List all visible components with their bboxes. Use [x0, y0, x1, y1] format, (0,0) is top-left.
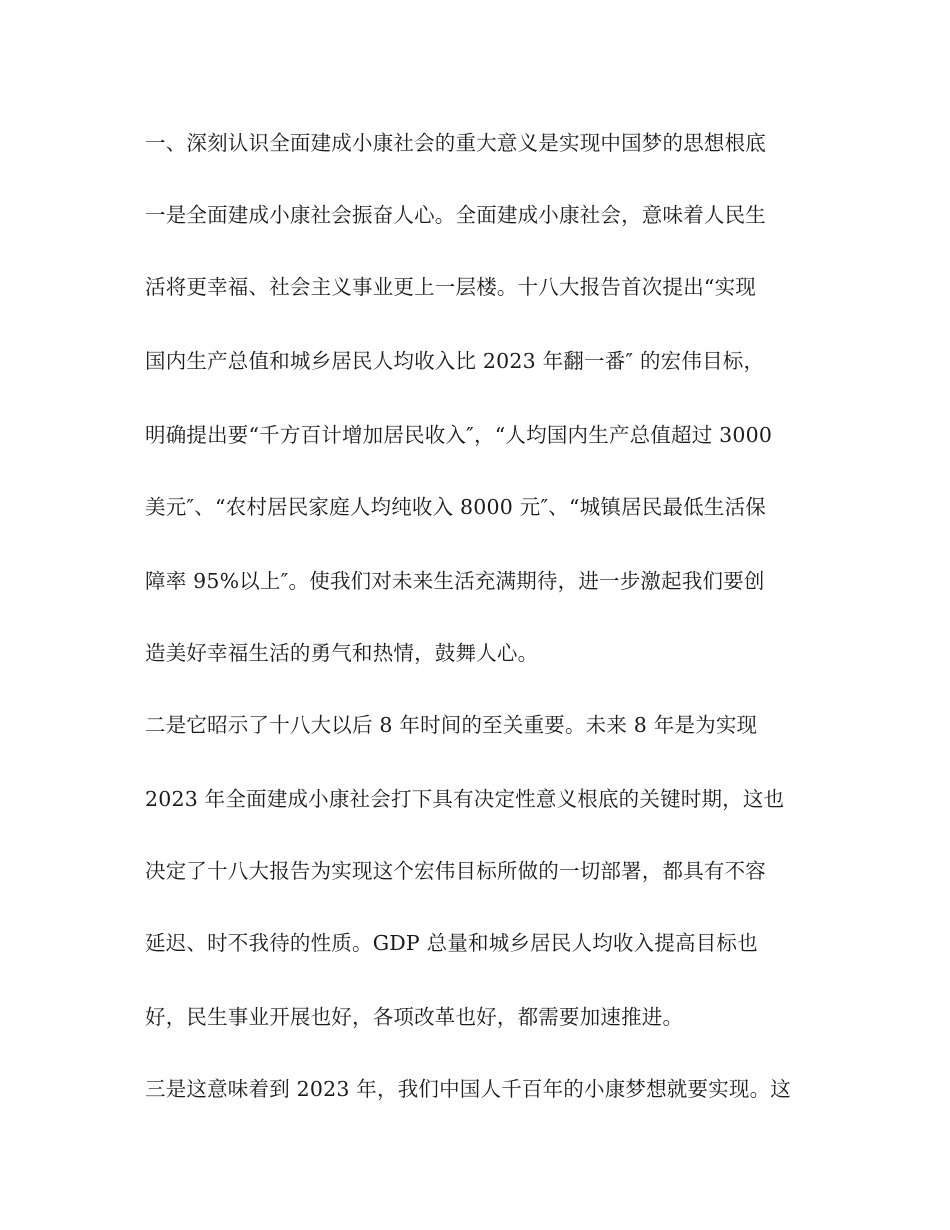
text-line: 三是这意味着到 2023 年，我们中国人千百年的小康梦想就要实现。这: [145, 1077, 792, 1101]
text-line: 决定了十八大报告为实现这个宏伟目标所做的一切部署，都具有不容: [145, 859, 766, 883]
text-line: 国内生产总值和城乡居民人均收入比 2023 年翻一番″ 的宏伟目标，: [145, 349, 765, 373]
text-line: 障率 95%以上″。使我们对未来生活充满期待，进一步激起我们要创: [145, 569, 765, 593]
text-line: 美元″、“农村居民家庭人均纯收入 8000 元″、“城镇居民最低生活保: [145, 495, 766, 519]
text-line: 一是全面建成小康社会振奋人心。全面建成小康社会，意味着人民生: [145, 203, 766, 227]
text-line: 明确提出要“千方百计增加居民收入″，“人均国内生产总值超过 3000: [145, 423, 773, 447]
text-line: 好，民生事业开展也好，各项改革也好，都需要加速推进。: [145, 1005, 684, 1029]
text-line: 2023 年全面建成小康社会打下具有决定性意义根底的关键时期，这也: [145, 787, 785, 811]
text-line: 延迟、时不我待的性质。GDP 总量和城乡居民人均收入提高目标也: [145, 931, 758, 955]
text-line: 造美好幸福生活的勇气和热情，鼓舞人心。: [145, 641, 539, 665]
text-line: 二是它昭示了十八大以后 8 年时间的至关重要。未来 8 年是为实现: [145, 713, 758, 737]
text-line: 活将更幸福、社会主义事业更上一层楼。十八大报告首次提出“实现: [145, 275, 756, 299]
text-line: 一、深刻认识全面建成小康社会的重大意义是实现中国梦的思想根底: [145, 131, 766, 155]
